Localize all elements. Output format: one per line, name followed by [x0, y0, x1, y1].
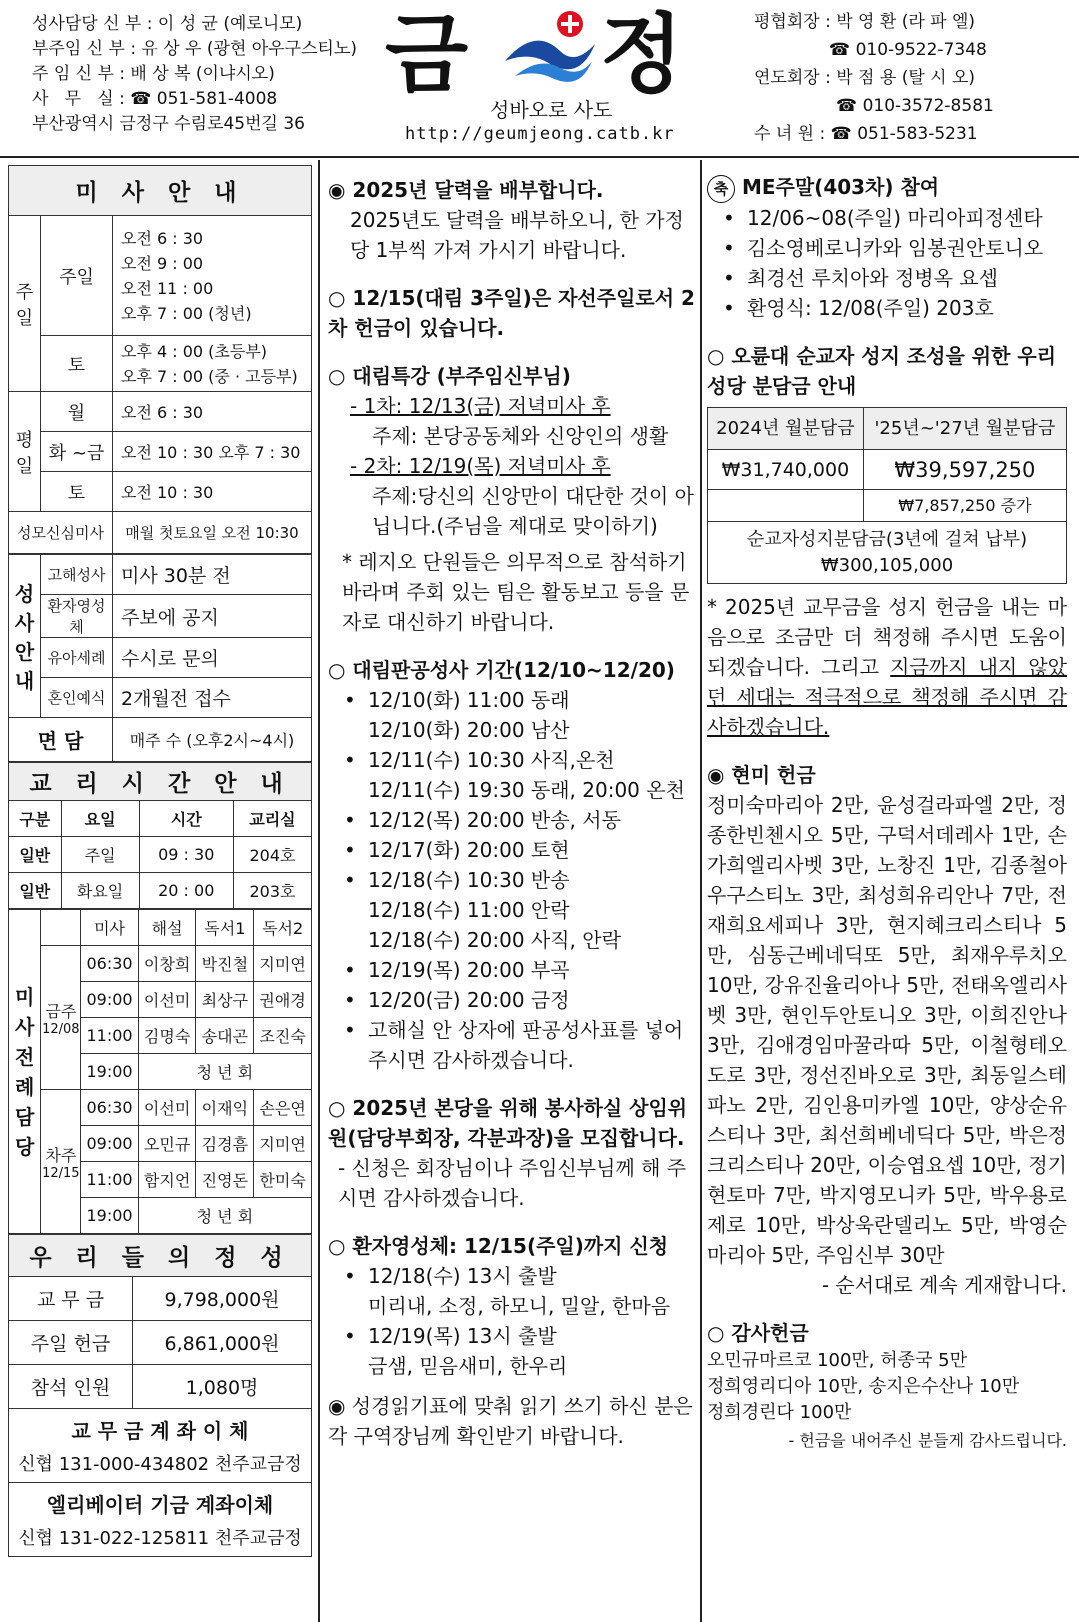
duty-youth: 청 년 회	[138, 1054, 311, 1090]
mass-sunday: 주일	[41, 216, 113, 336]
doctrine-head-0: 구분	[9, 801, 62, 837]
mass-mon_time: 오전 6 : 30	[113, 392, 312, 432]
c2-a_h: ◉ 2025년 달력을 배부합니다.	[328, 178, 604, 202]
offer-rows-1-0: 주일 헌금	[9, 1321, 133, 1365]
c2-d-7: • 고해실 안 상자에 판공성사표를 넣어 주시면 감사하겠습니다.	[328, 1015, 700, 1075]
c2-c_h: ○ 대림특강 (부주임신부님)	[328, 364, 571, 388]
c3-mart_inc: ₩7,857,250 증가	[863, 490, 1066, 522]
mass-title: 미 사 안 내	[9, 166, 312, 216]
c2-d-3: • 12/17(화) 20:00 토현	[328, 835, 700, 865]
duty-rows2-0-1: 이선미	[138, 1090, 196, 1126]
c3-tithe_a: * 2025년 교무금을 성지 헌금을 내는 마음으로 조금만 더 책정해 주시면 도움이 되겠습니다. 그리고	[707, 595, 1067, 679]
duty-w1d: 12/08	[42, 1021, 80, 1037]
header-left-3: 사 무 실 : ☎ 051-581-4008	[32, 89, 278, 109]
middle-column	[328, 175, 700, 1451]
c2-d-5: • 12/19(목) 20:00 부곡	[328, 955, 700, 985]
c2-d_h: ○ 대림판공성사 기간(12/10~12/20)	[328, 658, 675, 682]
duty-rows1-1-0: 09:00	[81, 982, 138, 1018]
duty-head-0: 미사	[81, 910, 138, 946]
offer-rows-0-1: 9,798,000원	[133, 1277, 312, 1321]
offer-rows-2-0: 참석 인원	[9, 1365, 133, 1409]
sacr-rows-2-0: 유아세례	[41, 638, 113, 678]
c2-d-4: • 12/18(수) 10:30 반송 12/18(수) 11:00 안락 12/18(수) 20:00 사직, 안락	[328, 865, 700, 955]
mass-weekday: 평일	[9, 392, 41, 512]
c2-c2t: 주제:당신의 신앙만이 대단한 것이 아닙니다.(주님을 제대로 맞이하기)	[372, 484, 694, 538]
mass-wsat_time: 오전 10 : 30	[113, 472, 312, 512]
offer-rows-1-1: 6,861,000원	[133, 1321, 312, 1365]
acct1-text: 신협 131-000-434802 천주교금정	[18, 1454, 302, 1475]
c2-e_h: ○ 2025년 본당을 위해 봉사하실 상임위원(담당부회장, 각분과장)을 모집합니다.	[328, 1096, 688, 1150]
duty-youth_time: 19:00	[81, 1054, 138, 1090]
c2-c2: - 2차: 12/19(목) 저녁미사 후	[350, 454, 611, 478]
doctrine-head-3: 교리실	[233, 801, 311, 837]
c3-mart_total: 순교자성지분담금(3년에 걸쳐 납부) ₩300,105,000	[708, 522, 1067, 584]
header-right-0: 평협회장 : 박 영 환 (라 파 엘)	[754, 12, 976, 32]
sacr-group: 성사안내	[9, 555, 41, 718]
sacrament-table	[8, 554, 312, 762]
c2-c1t: 주제: 본당공동체와 신앙인의 생활	[372, 424, 669, 448]
c3-me-0: • 12/06~08(주일) 마리아피정센타	[707, 203, 1067, 233]
c2-f_h: ○ 환자영성체: 12/15(주일)까지 신청	[328, 1234, 669, 1258]
logo-right: 정	[600, 5, 684, 105]
duty-w2d: 12/15	[42, 1165, 80, 1181]
header	[0, 0, 1079, 158]
c2-g: ◉ 성경읽기표에 맞춰 읽기 쓰기 하신 분은 각 구역장님께 확인받기 바랍니다.	[328, 1394, 693, 1448]
mass-sat_times-0: 오후 4 : 00 (초등부)	[121, 341, 268, 361]
offer-rows-0-0: 교 무 금	[9, 1277, 133, 1321]
acct1-title: 교 무 금 계 좌 이 체	[71, 1419, 249, 1443]
duty-rows2-1-2: 김경흠	[196, 1126, 254, 1162]
header-left-1: 부주임 신 부 : 유 상 우 (광현 아우구스티노)	[32, 39, 357, 59]
doctrine-rows-0-0: 일반	[9, 837, 62, 873]
mass-sat: 토	[41, 336, 113, 392]
doctrine-rows-1-3: 203호	[233, 873, 311, 909]
c3-rice_h: ◉ 현미 헌금	[707, 763, 816, 787]
mass-wsat: 토	[41, 472, 113, 512]
c3-me-2: • 최경선 루치아와 정병옥 요셉	[707, 263, 1067, 293]
c3-mart_v1: ₩31,740,000	[708, 450, 864, 490]
sacr-rows-3-1: 2개월전 접수	[113, 678, 312, 718]
c2-d-2: • 12/12(목) 20:00 반송, 서동	[328, 805, 700, 835]
c2-c3: * 레지오 단원들은 의무적으로 참석하기 바라며 주회 있는 팀은 활동보고 등을 문자로 대신하기 바랍니다.	[342, 550, 690, 634]
divider	[318, 160, 320, 1622]
doctrine-rows-0-2: 09 : 30	[139, 837, 233, 873]
duty-rows1-2-3: 조진숙	[254, 1018, 312, 1054]
doctrine-rows-0-1: 주일	[61, 837, 139, 873]
c2-e_t: - 신청은 회장님이나 주임신부님께 해 주시면 감사하겠습니다.	[338, 1156, 687, 1210]
mass-sunday_times-3: 오후 7 : 00 (청년)	[121, 303, 252, 323]
header-left	[32, 12, 357, 137]
doctrine-rows-1-1: 화요일	[61, 873, 139, 909]
sacr-rows-1-1: 주보에 공지	[113, 595, 312, 638]
duty-table	[8, 909, 312, 1234]
header-left-0: 성사담당 신 부 : 이 성 균 (예로니모)	[32, 14, 303, 34]
offer-rows-2-1: 1,080명	[133, 1365, 312, 1409]
sacr-rows-0-0: 고해성사	[41, 555, 113, 595]
duty-rows1-0-0: 06:30	[81, 946, 138, 982]
header-left-2: 주 임 신 부 : 배 상 복 (이냐시오)	[32, 64, 275, 84]
acct2-text: 신협 131-022-125811 천주교금정	[18, 1528, 302, 1549]
c2-f-1: • 12/19(목) 13시 출발 금샘, 믿음새미, 한우리	[328, 1321, 700, 1381]
doctrine-rows-1-0: 일반	[9, 873, 62, 909]
offer-title: 우 리 들 의 정 성	[9, 1235, 312, 1277]
mass-sunday_times-2: 오전 11 : 00	[121, 278, 214, 298]
emblem-icon	[500, 6, 600, 86]
duty-rows2-0-0: 06:30	[81, 1090, 138, 1126]
martyr-table	[707, 407, 1067, 584]
c3-rice_end: - 순서대로 계속 게재합니다.	[821, 1273, 1067, 1297]
mass-mon: 월	[41, 392, 113, 432]
duty-rows2-1-3: 지미연	[254, 1126, 312, 1162]
logo-left: 금	[385, 5, 469, 105]
doctrine-head-1: 요일	[61, 801, 139, 837]
c3-rice: 정미숙마리아 2만, 윤성걸라파엘 2만, 정종한빈첸시오 5만, 구덕서데레사 1만, 손가희엘리사벳 3만, 노창진 1만, 김종철아우구스티노 3만, 최성희유리안나 7만, 전재희요세피나 3만, 현지혜크리스티나 5만, 심동근베네딕또 5만, 최재우루치오 10만, 강유진율리아나 5만, 전태옥엘리사벳 3만, 현인두안토니오 3만, 이희진안나 3만, 김애경임마꿀라따 5만, 이철형테오도로 3만, 정선진바오로 3만, 최동일스테파노 2만, 김인용미카엘 10만, 양상순유스티나 3만, 최선희베네딕다 5만, 박은정크리스티나 20만, 이승엽요셉 10만, 정기현토마 7만, 박지영모니카 5만, 박우용로제로 10만, 박상욱란델리노 5만, 박영순마리아 5만, 주임신부 30만	[707, 793, 1067, 1267]
c3-me-3: • 환영식: 12/08(주일) 203호	[707, 293, 1067, 323]
c3-thanks_end: - 헌금을 내어주신 분들게 감사드립니다.	[788, 1431, 1067, 1450]
doctrine-head-2: 시간	[139, 801, 233, 837]
duty-rows1-1-1: 이선미	[138, 982, 196, 1018]
duty-rows1-2-0: 11:00	[81, 1018, 138, 1054]
c3-thanks-0: 오민규마르코 100만, 허종국 5만	[707, 1350, 967, 1371]
duty-group: 미사전례담당	[9, 910, 41, 1234]
c2-d-1: • 12/11(수) 10:30 사직,온천 12/11(수) 19:30 동래, 20:00 온천	[328, 745, 700, 805]
c2-c1: - 1차: 12/13(금) 저녁미사 후	[350, 394, 611, 418]
c3-me-1: • 김소영베로니카와 임봉권안토니오	[707, 233, 1067, 263]
doctrine-rows-1-2: 20 : 00	[139, 873, 233, 909]
header-right-4: 수 녀 원 : ☎ 051-583-5231	[754, 124, 978, 144]
subtitle: 성바오로 사도	[490, 98, 613, 122]
duty-rows2-0-3: 손은연	[254, 1090, 312, 1126]
c2-a_t: 2025년도 달력을 배부하오니, 한 가정 당 1부씩 가져 가시기 바랍니다.	[350, 208, 684, 262]
sacr-interview_time: 매주 수 (오후2시~4시)	[113, 718, 312, 762]
sacr-rows-3-0: 혼인예식	[41, 678, 113, 718]
duty-rows1-0-3: 지미연	[254, 946, 312, 982]
duty-rows2-2-1: 함지언	[138, 1162, 196, 1198]
header-right-3: ☎ 010-3572-8581	[836, 96, 994, 116]
duty-rows2-1-0: 09:00	[81, 1126, 138, 1162]
c2-d-6: • 12/20(금) 20:00 금정	[328, 985, 700, 1015]
c3-mart_head-0: 2024년 월분담금	[708, 408, 864, 450]
sacr-interview: 면 담	[9, 718, 113, 762]
duty-rows1-1-2: 최상구	[196, 982, 254, 1018]
duty-rows1-2-2: 송대곤	[196, 1018, 254, 1054]
c2-b_h: ○ 12/15(대림 3주일)은 자선주일로서 2차 헌금이 있습니다.	[328, 286, 695, 340]
duty-head-2: 독서1	[196, 910, 254, 946]
duty-rows2-0-2: 이재익	[196, 1090, 254, 1126]
duty-rows2-2-0: 11:00	[81, 1162, 138, 1198]
c3-mart_h: ○ 오륜대 순교자 성지 조성을 위한 우리 성당 분담금 안내	[707, 344, 1057, 398]
c3-thanks-2: 정희경린다 100만	[707, 1402, 852, 1423]
header-right	[754, 8, 994, 148]
c3-thanks-1: 정희영리디아 10만, 송지은수산나 10만	[707, 1376, 1020, 1397]
duty-head-3: 독서2	[254, 910, 312, 946]
acct2-title: 엘리베이터 기금 계좌이체	[46, 1493, 274, 1517]
mass-sunday_group: 주일	[9, 216, 41, 392]
c3-mart_head-1: '25년~'27년 월분담금	[863, 408, 1066, 450]
sacr-rows-0-1: 미사 30분 전	[113, 555, 312, 595]
duty-rows1-2-1: 김명숙	[138, 1018, 196, 1054]
duty-rows1-1-3: 권애경	[254, 982, 312, 1018]
doctrine-table	[8, 762, 312, 909]
site-url[interactable]: http://geumjeong.catb.kr	[405, 124, 675, 144]
offering-table	[8, 1234, 312, 1557]
mass-heart: 성모신심미사	[9, 512, 113, 554]
c3-mart_v2: ₩39,597,250	[863, 450, 1066, 490]
header-left-4: 부산광역시 금정구 수림로45번길 36	[32, 114, 305, 134]
duty-youth_time: 19:00	[81, 1198, 138, 1234]
duty-rows1-0-2: 박진철	[196, 946, 254, 982]
duty-w2: 차주	[45, 1145, 77, 1165]
c2-f-0: • 12/18(수) 13시 출발 미리내, 소정, 하모니, 밀알, 한마음	[328, 1261, 700, 1321]
doctrine-title: 교 리 시 간 안 내	[9, 763, 312, 801]
mass-sunday_times-1: 오전 9 : 00	[121, 253, 204, 273]
mass-tue_fri: 화 ~금	[41, 432, 113, 472]
mass-tue_fri_time: 오전 10 : 30 오후 7 : 30	[113, 432, 312, 472]
duty-head-1: 해설	[138, 910, 196, 946]
sacr-rows-1-0: 환자영성체	[41, 595, 113, 638]
right-column	[707, 172, 1067, 1456]
duty-youth: 청 년 회	[138, 1198, 311, 1234]
header-right-2: 연도회장 : 박 점 용 (탈 시 오)	[754, 68, 976, 88]
c3-tithe_b: 지금까지 내지 않았던 세대는 적극적으로 책정해 주시면 감사하겠습니다.	[707, 655, 1067, 739]
duty-rows2-2-3: 한미숙	[254, 1162, 312, 1198]
left-column	[8, 165, 312, 1557]
c2-d-0: • 12/10(화) 11:00 동래 12/10(화) 20:00 남산	[328, 685, 700, 745]
sacr-rows-2-1: 수시로 문의	[113, 638, 312, 678]
mass-sat_times-1: 오후 7 : 00 (중 · 고등부)	[121, 366, 298, 386]
c3-me_h: ME주말(403차) 참여	[741, 175, 940, 199]
mass-heart_time: 매월 첫토요일 오전 10:30	[113, 512, 312, 554]
duty-w1: 금주	[45, 1001, 77, 1021]
header-right-1: ☎ 010-9522-7348	[829, 40, 987, 60]
mass-table	[8, 165, 312, 554]
celebration-icon: 축	[707, 175, 735, 203]
duty-rows1-0-1: 이창희	[138, 946, 196, 982]
c3-thanks_h: ○ 감사헌금	[707, 1321, 809, 1345]
mass-sunday_times-0: 오전 6 : 30	[121, 228, 204, 248]
divider	[700, 160, 702, 1622]
doctrine-rows-0-3: 204호	[233, 837, 311, 873]
duty-rows2-1-1: 오민규	[138, 1126, 196, 1162]
duty-rows2-2-2: 진영돈	[196, 1162, 254, 1198]
